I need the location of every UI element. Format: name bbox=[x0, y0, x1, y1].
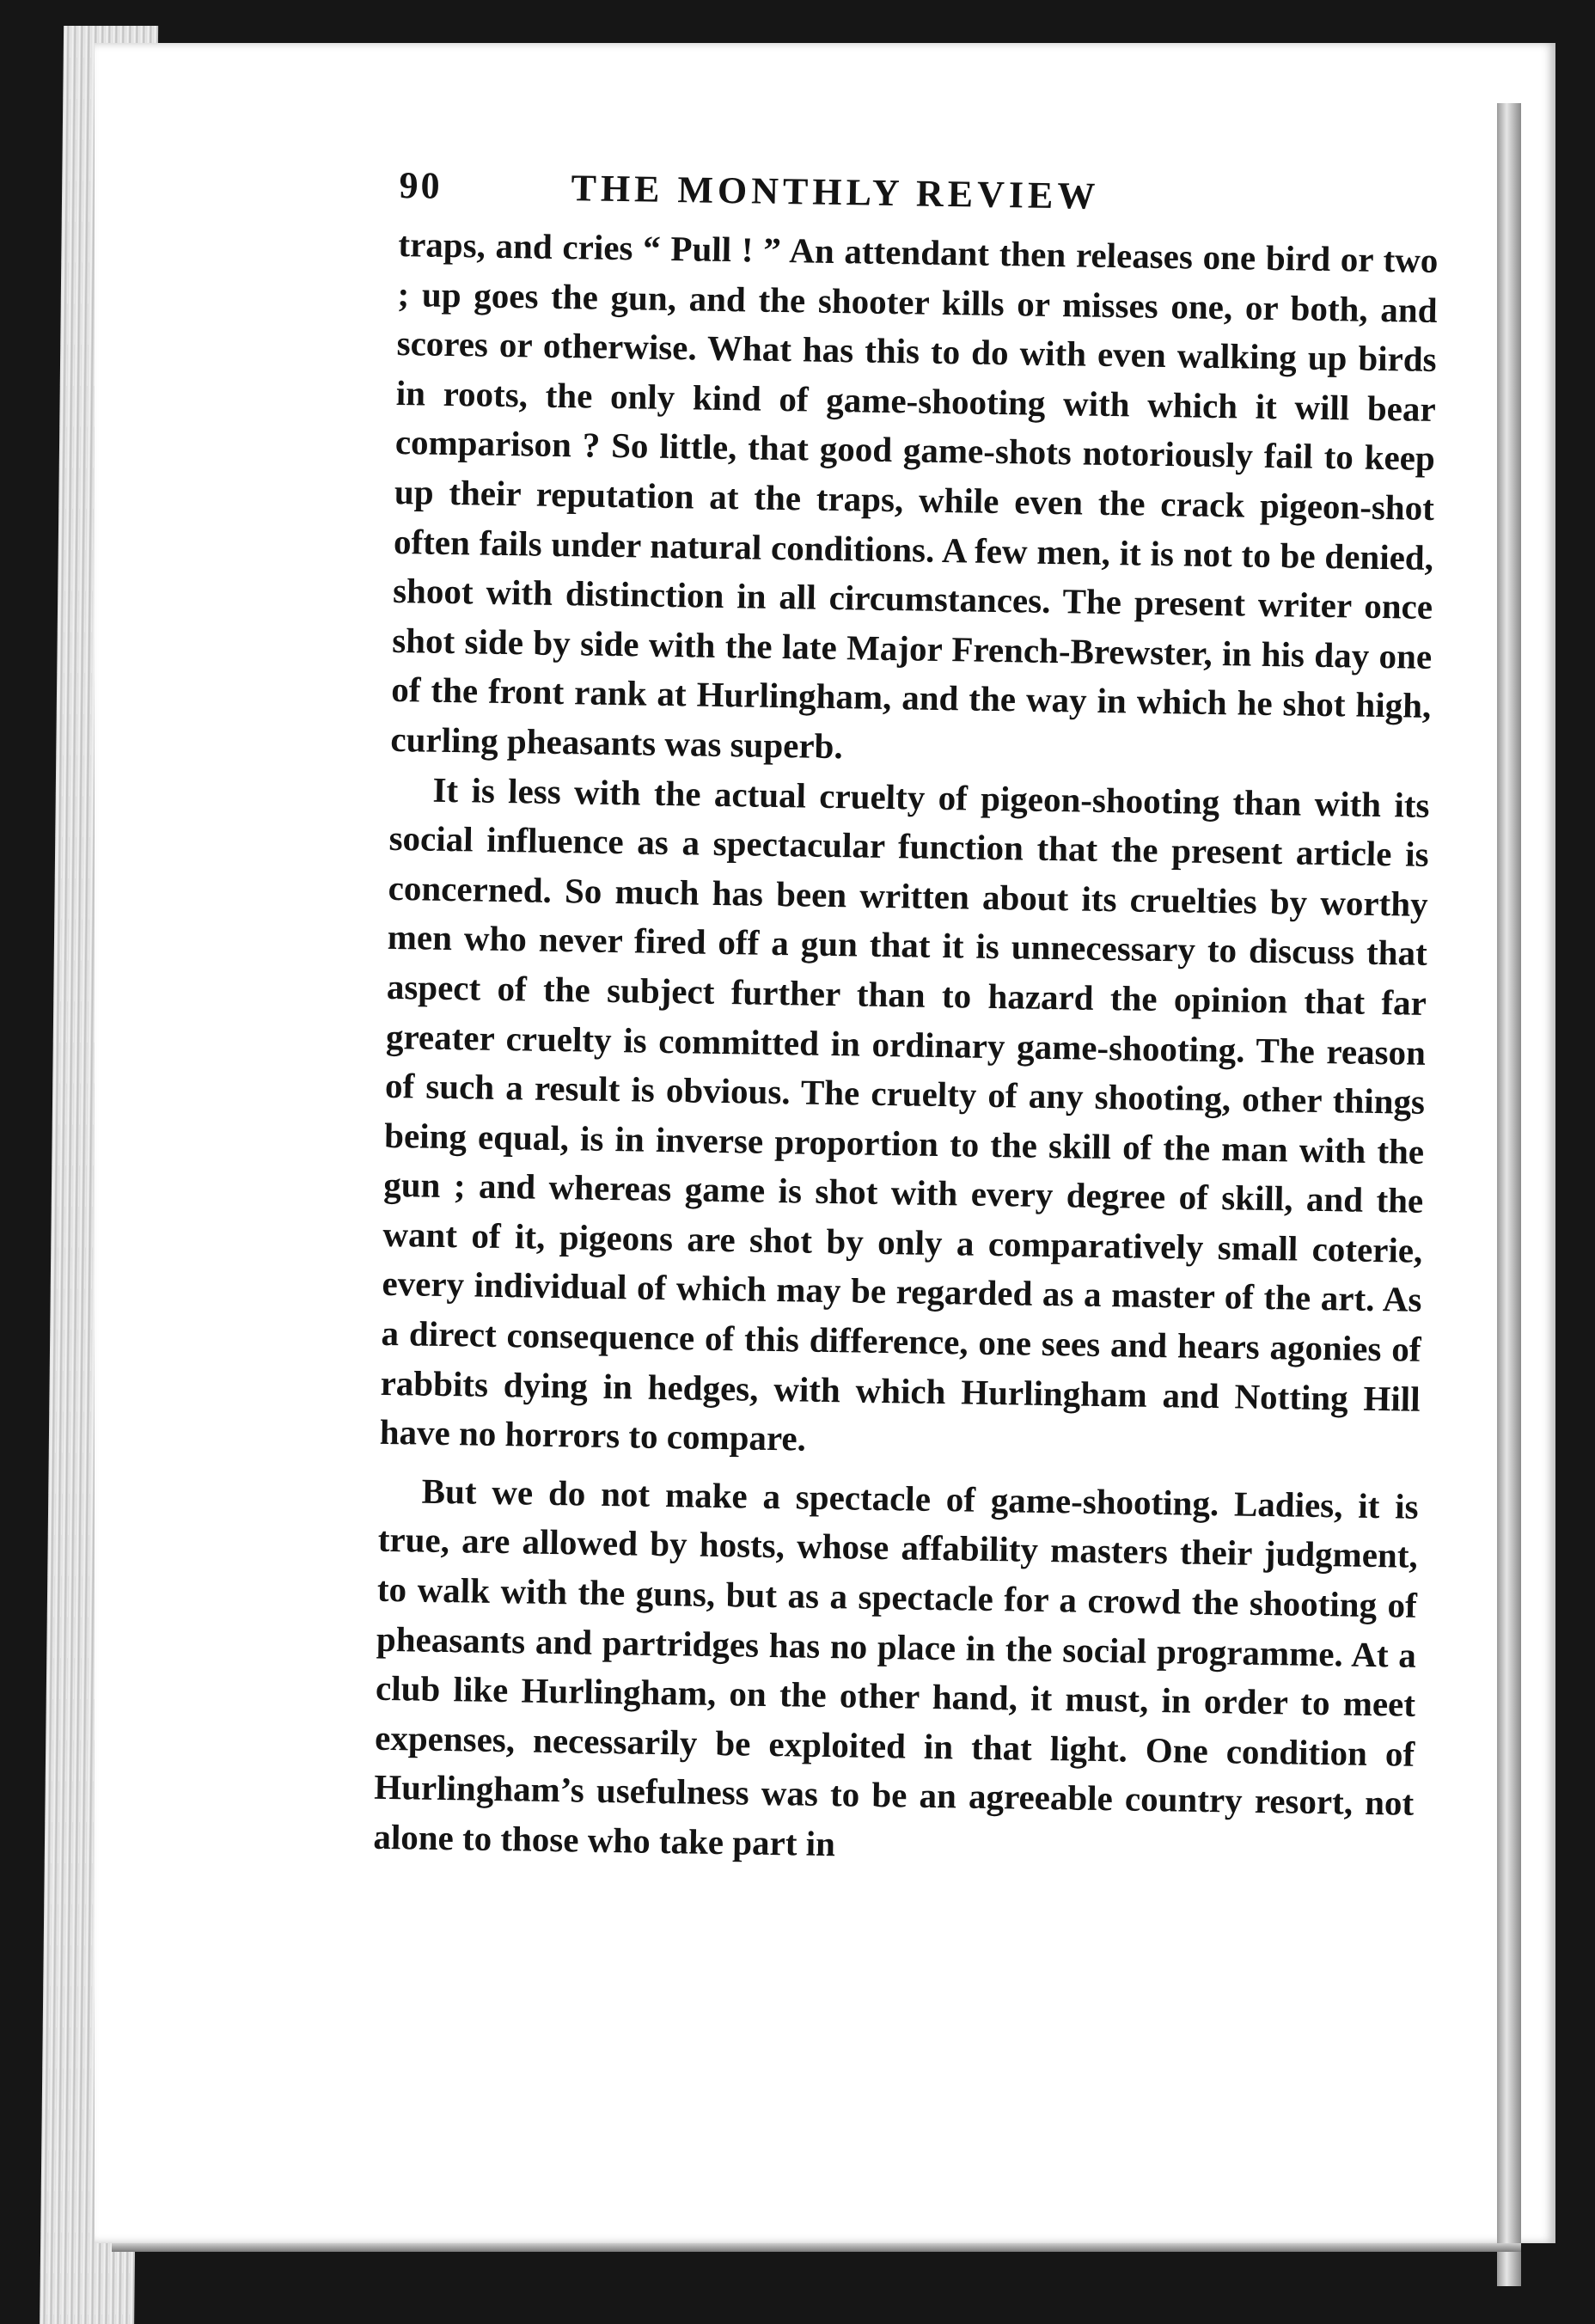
paragraph-2: It is less with the actual cruelty of pigeon-shooting than with its social influence as a spectacular function that the present article is concerned. So much has been written about its cruelties by worthy men who never fired off a gun that it is unnecessary to discuss that aspect of the subject further than to hazard the opinion that far greater cruelty is committed in ordinary game-shooting. The reason of such a result is obvious. The cruelty of any shooting, other things being equal, is in inverse proportion to the skill of the man with the gun ; and whereas game is shot with every degree of skill, and the want of it, pigeons are shot by only a comparatively small coterie, every individual of which may be regarded as a master of the art. As a direct consequence of this difference, one sees and hears agonies of rabbits dying in hedges, with which Hurlingham and Notting Hill have no horrors to compare. bbox=[379, 769, 1430, 1459]
page-right-edge bbox=[1497, 103, 1521, 2286]
paragraph-1: traps, and cries “ Pull ! ” An attendant then releases one bird or two ; up goes the gun, and the shooter kills or misses one, or both, and scores or otherwise. What has this to do with even walking up birds in roots, the only kind of game-shooting with which it will bear comparison ? So little, that good game-shots notoriously fail to keep up their reputation at the traps, while even the crack pigeon-shot often fails under natural conditions. A few men, it is not to be denied, shoot with distinction in all circumstances. The present writer once shot side by side with the late Major French-Brewster, in his day one of the front rank at Hurlingham, and the way in which he shot high, curling pheasants was superb. bbox=[390, 223, 1439, 767]
page-text-block bbox=[373, 163, 1439, 1878]
body-text bbox=[373, 220, 1439, 1878]
page-number: 90 bbox=[399, 163, 443, 207]
paragraph-3: But we do not make a spectacle of game-shooting. Ladies, it is true, are allowed by hosts, whose affability masters their judgment, to walk with the guns, but as a spectacle for a crowd the shooting of pheasants and partridges has no place in the social programme. At a club like Hurlingham, on the other hand, it must, in order to meet expenses, necessarily be exploited in that light. One condition of Hurlingham’s usefulness was to be an agreeable country resort, not alone to those who take part in bbox=[373, 1471, 1419, 1864]
page-bottom-edge bbox=[112, 2243, 1521, 2252]
running-title: THE MONTHLY REVIEW bbox=[571, 167, 1100, 217]
